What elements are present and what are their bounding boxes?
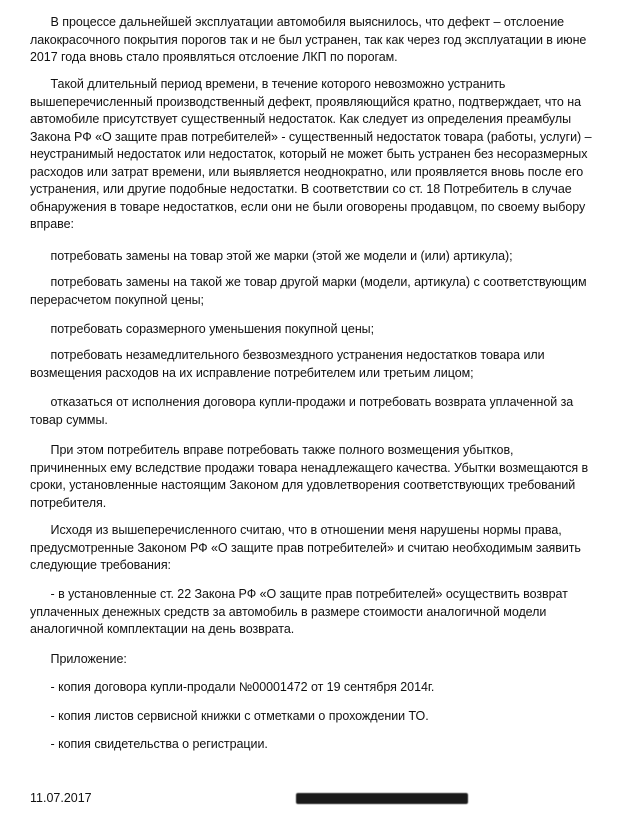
text-line: уплаченных денежных средств за автомобиль в размере стоимости аналогичной модели — [30, 604, 547, 619]
text-line: 2017 года вновь стало проявляться отслоение ЛКП по порогам. — [30, 50, 398, 64]
paragraph-option-3 — [30, 321, 602, 339]
text-line: Приложение: — [30, 652, 127, 666]
paragraph-attachments-title — [30, 651, 602, 669]
text-line: Закона РФ «О защите прав потребителей» - существенный недостаток товара (работы, услуги) – — [30, 129, 592, 144]
text-line: товар суммы. — [30, 412, 108, 427]
text-line: вправе: — [30, 217, 74, 231]
text-line: следующие требования: — [30, 558, 171, 572]
paragraph-attachment-1 — [30, 679, 602, 697]
text-line: потребовать замены на товар этой же марки (этой же модели и (или) артикула); — [30, 249, 513, 263]
text-line: сроки, установленные настоящим Законом для удовлетворения соответствующих требований — [30, 478, 576, 492]
text-line: потребовать замены на такой же товар другой марки (модели, артикула) с соответствующим — [30, 275, 587, 289]
paragraph-defect — [30, 14, 602, 67]
paragraph-damages — [30, 442, 602, 512]
paragraph-option-4 — [30, 347, 602, 382]
text-line: При этом потребитель вправе потребовать также полного возмещения убытков, — [30, 443, 514, 457]
paragraph-conclusion — [30, 522, 602, 575]
text-line: Такой длительный период времени, в течение которого невозможно устранить — [30, 77, 506, 91]
text-line: В процессе дальнейшей эксплуатации автомобиля выяснилось, что дефект – отслоение — [30, 15, 565, 29]
text-line: возмещения расходов на их исправление потребителем или третьим лицом; — [30, 365, 474, 380]
paragraph-option-2 — [30, 274, 602, 309]
text-line: отказаться от исполнения договора купли-продажи и потребовать возврата уплаченной за — [30, 395, 574, 409]
text-line: - копия свидетельства о регистрации. — [30, 737, 268, 751]
text-line: перерасчетом покупной цены; — [30, 292, 204, 307]
text-line: причиненных ему вследствие продажи товара ненадлежащего качества. Убытки возмещаются в — [30, 460, 589, 475]
paragraph-option-1 — [30, 248, 602, 266]
text-line: потребителя. — [30, 495, 107, 510]
paragraph-demand — [30, 586, 602, 639]
document-date: 11.07.2017 — [30, 791, 92, 805]
text-line: потребовать соразмерного уменьшения покупной цены; — [30, 322, 375, 336]
text-line: устранения, или другие подобные недостатки. В соответствии со ст. 18 Потребитель в случае — [30, 182, 572, 196]
text-line: обнаружения в товаре недостатков, если они не были оговорены продавцом, по своему выбору — [30, 199, 586, 214]
text-line: вышеперечисленный производственный дефект, проявляющийся кратно, подтверждает, что на — [30, 94, 581, 109]
paragraph-attachment-3 — [30, 736, 602, 754]
text-line: - копия договора купли-продали №00001472 от 19 сентября 2014г. — [30, 680, 435, 694]
text-line: лакокрасочного покрытия порогов так и не был устранен, так как через год эксплуатации в июне — [30, 32, 587, 47]
text-line: предусмотренные Законом РФ «О защите прав потребителей» и считаю необходимым заявить — [30, 540, 581, 555]
paragraph-long-period — [30, 76, 602, 234]
text-line: - копия листов сервисной книжки с отметками о прохождении ТО. — [30, 709, 429, 723]
text-line: - в установленные ст. 22 Закона РФ «О защите прав потребителей» осуществить возврат — [30, 587, 568, 601]
text-line: Исходя из вышеперечисленного считаю, что в отношении меня нарушены нормы права, — [30, 523, 562, 537]
paragraph-option-5 — [30, 394, 602, 429]
redacted-signature — [296, 793, 468, 804]
text-line: неустранимый недостаток или недостаток, который не может быть устранен без несоразмерных — [30, 147, 588, 161]
text-line: аналогичной комплектации на день возврата. — [30, 622, 295, 636]
text-line: расходов или затрат времени, или выявляется неоднократно, или проявляется вновь после его — [30, 164, 584, 179]
paragraph-attachment-2 — [30, 708, 602, 726]
text-line: автомобиле присутствует существенный недостаток. Как следует из определения преамбулы — [30, 112, 572, 126]
text-line: потребовать незамедлительного безвозмездного устранения недостатков товара или — [30, 348, 545, 362]
